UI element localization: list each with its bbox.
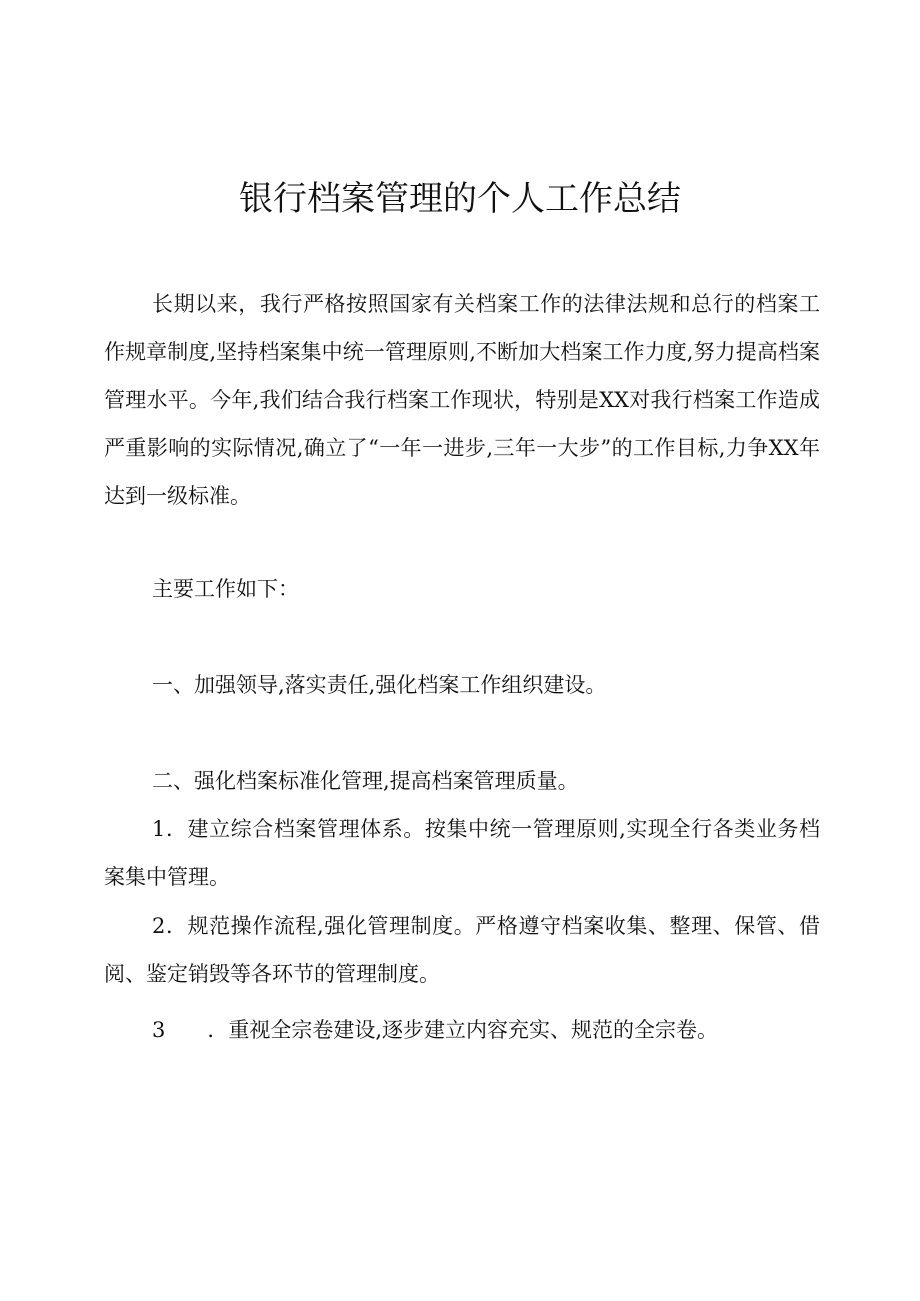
intro-paragraph: 长期以来，我行严格按照国家有关档案工作的法律法规和总行的档案工作规章制度,坚持档案集中统一管理原则,不断加大档案工作力度,努力提高档案管理水平。今年,我们结合我行档案工作现状，特别是XX对我行档案工作造成严重影响的实际情况,确立了“一年一进步,三年一大步”的工作目标,力争XX年达到一级标准。: [104, 292, 820, 508]
document-title: 银行档案管理的个人工作总结: [239, 179, 681, 219]
list-item-3-number: 3: [152, 1018, 166, 1042]
section-1-heading: 一、加强领导,落实责任,强化档案工作组织建设。: [152, 673, 607, 697]
list-item-2: 2．规范操作流程,强化管理制度。严格遵守档案收集、整理、保管、借阅、鉴定销毁等各环节的管理制度。: [104, 914, 820, 986]
main-work-heading: 主要工作如下：: [152, 577, 299, 601]
section-2-heading: 二、强化档案标准化管理,提高档案管理质量。: [152, 769, 579, 793]
list-item-3-text: ．重视全宗卷建设,逐步建立内容充实、规范的全宗卷。: [207, 1018, 719, 1042]
list-item-3: [152, 1006, 718, 1054]
list-item-1: 1．建立综合档案管理体系。按集中统一管理原则,实现全行各类业务档案集中管理。: [104, 817, 820, 889]
